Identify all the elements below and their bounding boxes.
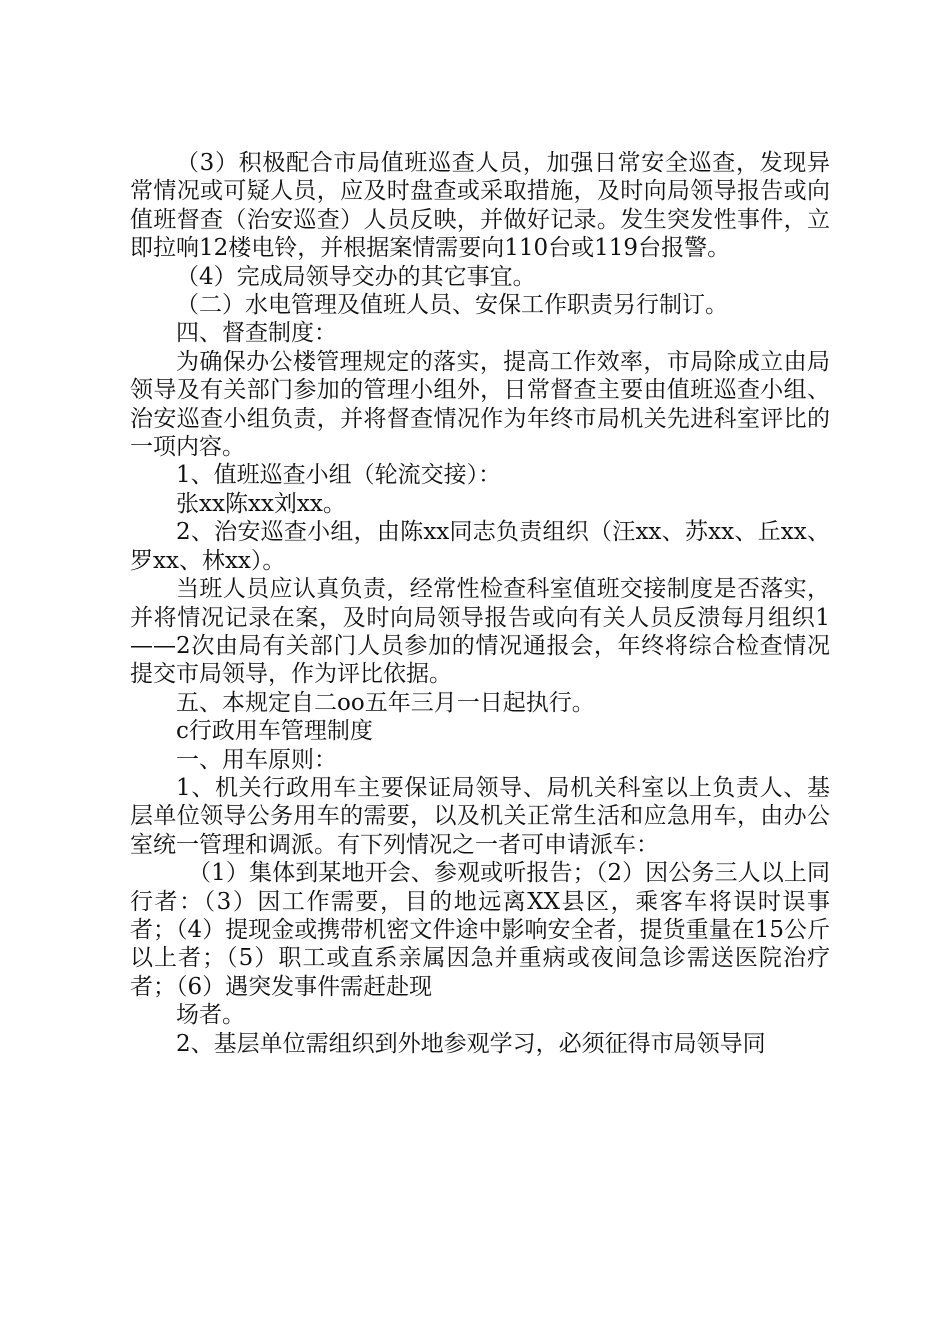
paragraph-effective-date: 五、本规定自二oo五年三月一日起执行。 <box>176 689 595 716</box>
paragraph-patrol-duty: （3）积极配合市局值班巡查人员，加强日常安全巡查，发现异常情况或可疑人员，应及时盘查或采取措施，及时向局领导报告或向值班督查（治安巡查）人员反映，并做好记录。发生突发性事件，立即拉响12楼电铃，并根据案情需要向110台或119台报警。 <box>130 150 830 262</box>
duty-patrol-members: 张xx陈xx刘xx。 <box>176 490 346 517</box>
paragraph-external-visits: 2、基层单位需组织到外地参观学习，必须征得市局领导同 <box>176 1030 766 1057</box>
paragraph-vehicle-conditions-end: 场者。 <box>176 1002 245 1029</box>
paragraph-vehicle-usage: 1、机关行政用车主要保证局领导、局机关科室以上负责人、基层单位领导公务用车的需要，以及机关正常生活和应急用车，由办公室统一管理和调派。有下列情况之一者可申请派车： <box>130 774 830 858</box>
heading-vehicle-management: c行政用车管理制度 <box>176 718 373 745</box>
paragraph-supervision-detail: 为确保办公楼管理规定的落实，提高工作效率，市局除成立由局领导及有关部门参加的管理小组外，日常督查主要由值班巡查小组、治安巡查小组负责，并将督查情况作为年终市局机关先进科室评比的一项内容。 <box>130 348 830 461</box>
item-security-patrol-group: 2、治安巡查小组，由陈xx同志负责组织（汪xx、苏xx、丘xx、罗xx、林xx）。 <box>130 519 830 574</box>
item-duty-patrol-group: 1、值班巡查小组（轮流交接）： <box>176 462 502 489</box>
paragraph-utility-management: （二）水电管理及值班人员、安保工作职责另行制订。 <box>176 292 728 319</box>
paragraph-vehicle-conditions: （1）集体到某地开会、参观或听报告；（2）因公务三人以上同行者：（3）因工作需要，目的地远离XX县区，乘客车将误时误事者；（4）提现金或携带机密文件途中影响安全者，提货重量在15公斤以上者；（5）职工或直系亲属因急并重病或夜间急诊需送医院治疗者；（6）遇突发事件需赶赴现 <box>130 860 830 1000</box>
heading-supervision-system: 四、督查制度： <box>176 320 337 347</box>
document-body <box>130 149 830 1058</box>
paragraph-on-duty-responsibility: 当班人员应认真负责，经常性检查科室值班交接制度是否落实，并将情况记录在案，及时向局领导报告或向有关人员反溃每月组织1——2次由局有关部门人员参加的情况通报会，年终将综合检查情况提交市局领导，作为评比依据。 <box>130 576 830 688</box>
heading-vehicle-principles: 一、用车原则： <box>176 746 337 773</box>
paragraph-other-tasks: （4）完成局领导交办的其它事宜。 <box>176 263 536 290</box>
